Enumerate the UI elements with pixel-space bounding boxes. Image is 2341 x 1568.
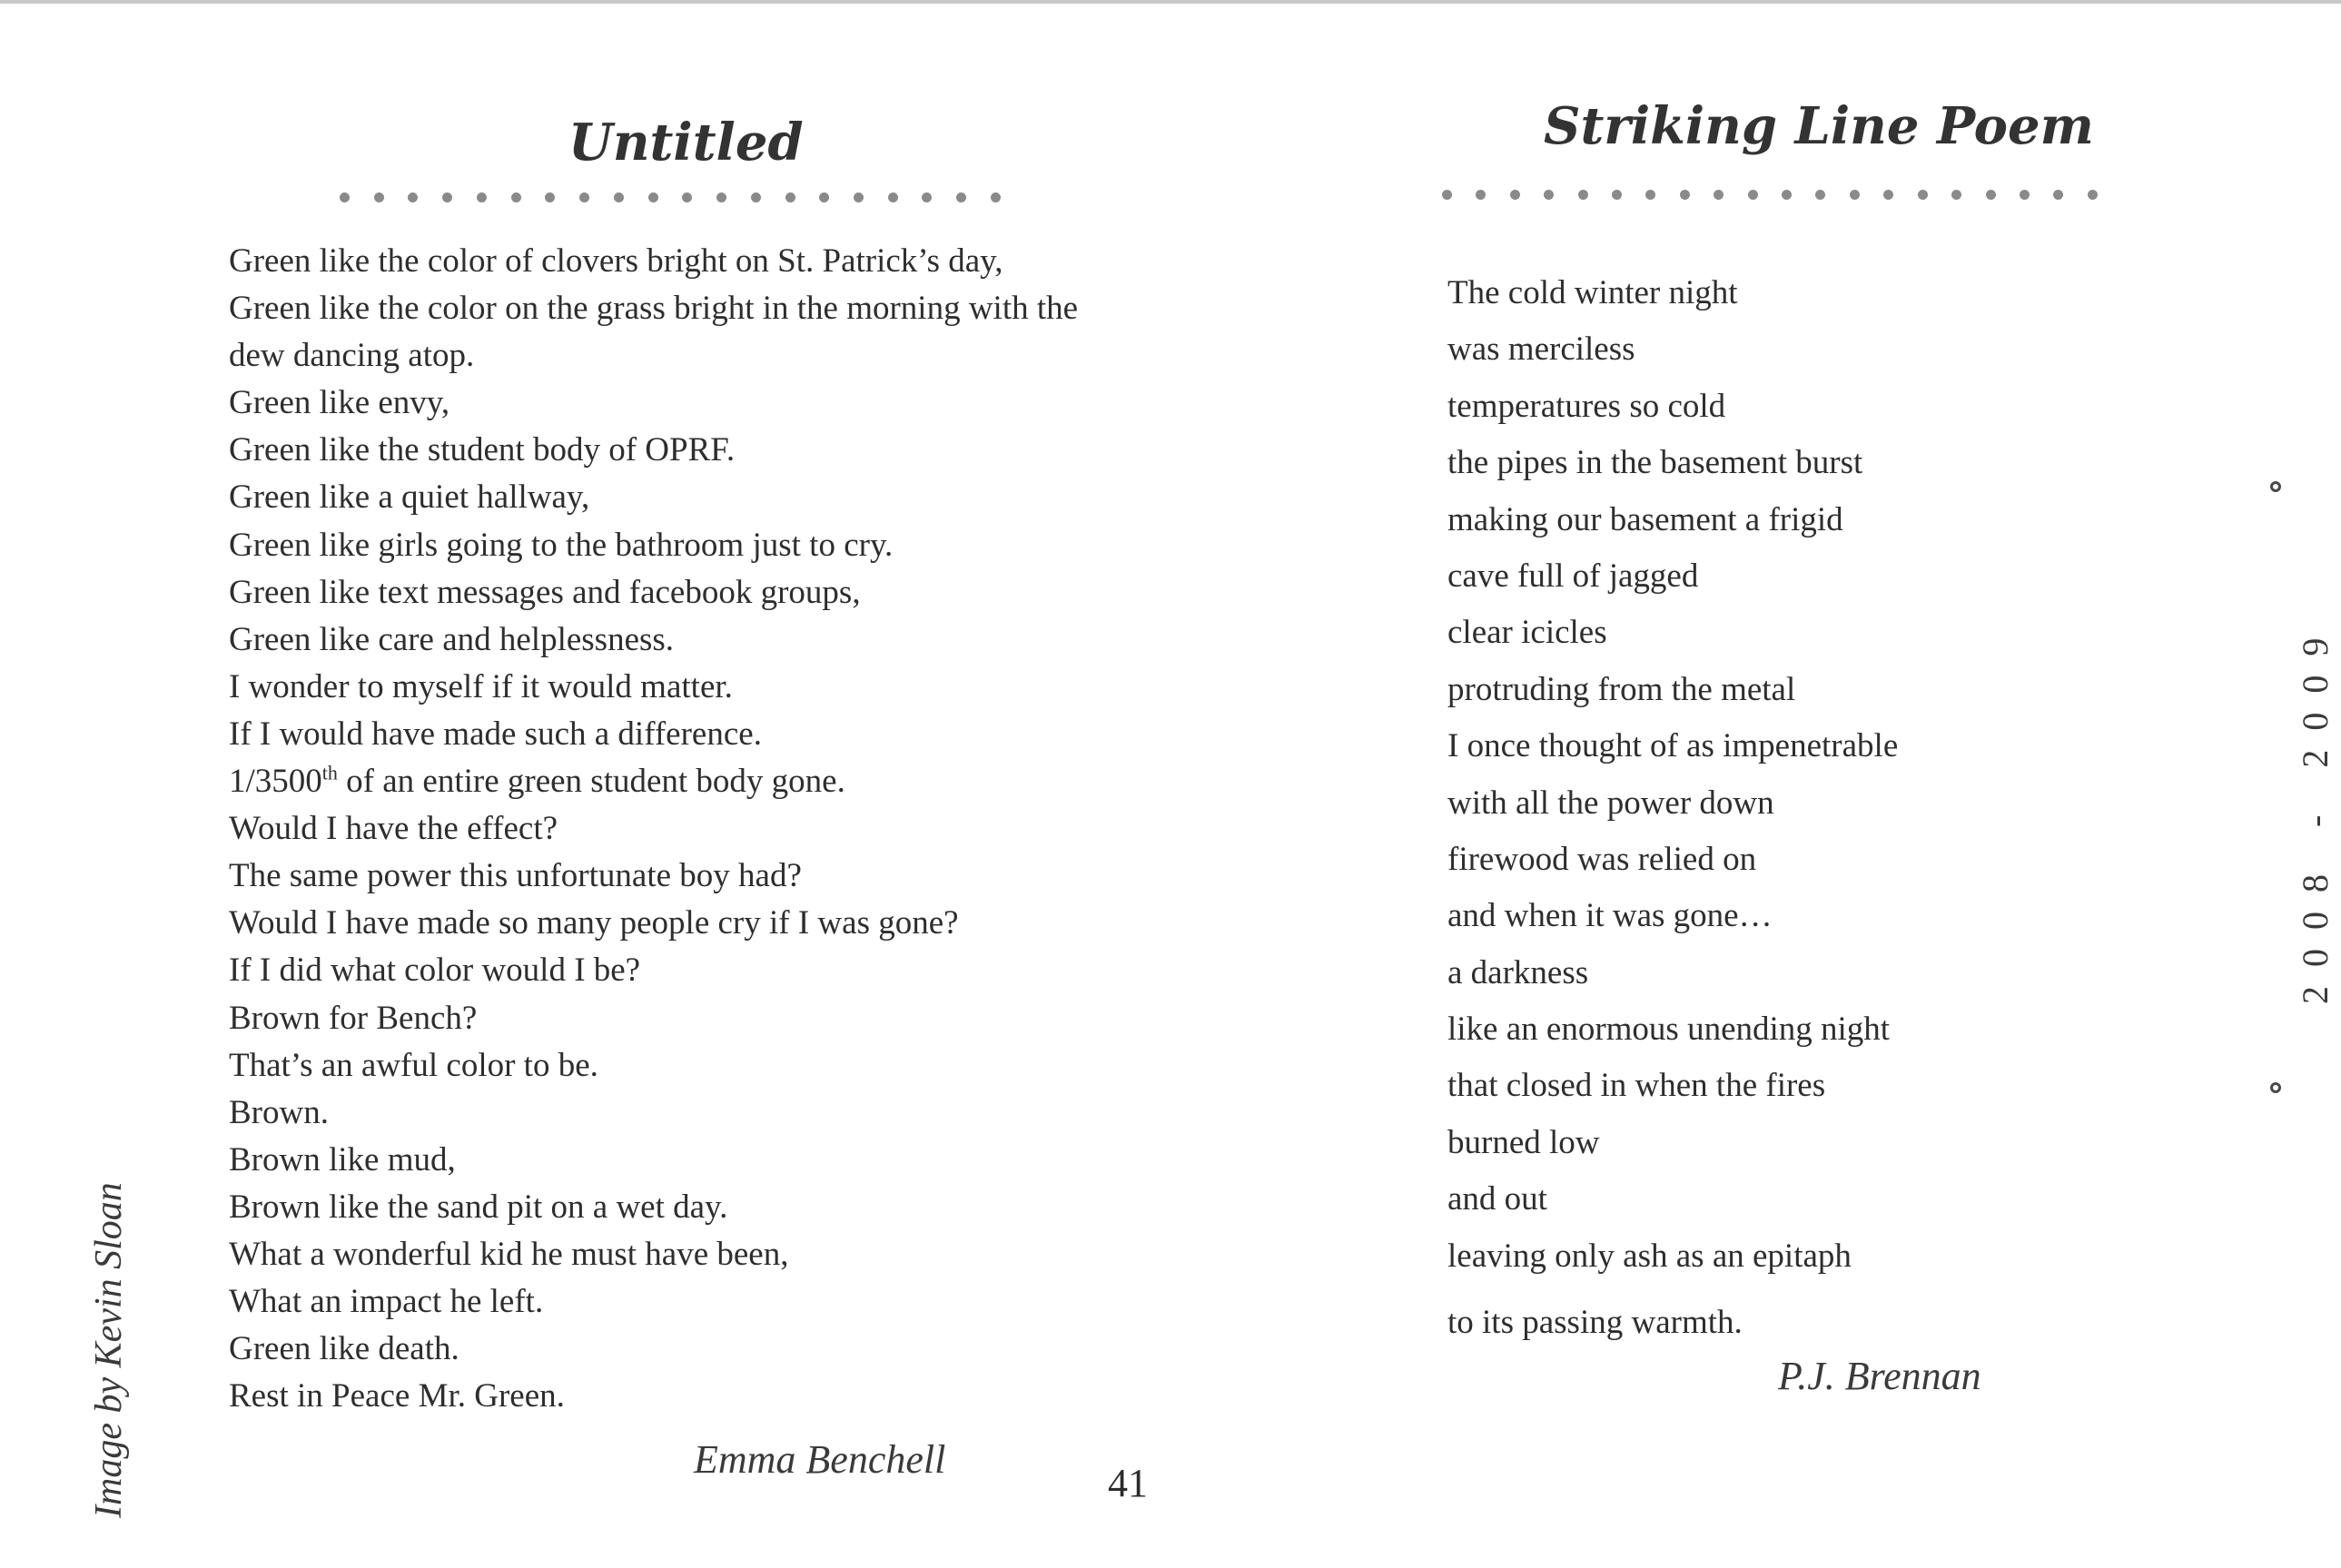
divider-dot: [1680, 190, 1690, 200]
divider-dot: [1645, 190, 1655, 200]
image-credit: Image by Kevin Sloan: [88, 1182, 130, 1518]
divider-dot: [477, 192, 487, 202]
divider-dot: [1850, 190, 1860, 200]
poem-line: If I would have made such a difference.: [229, 715, 762, 753]
poem-line: Would I have the effect?: [229, 810, 558, 848]
divider-dot: [1544, 190, 1554, 200]
poem-line: temperatures so cold: [1447, 387, 1726, 425]
poem-line: a darkness: [1447, 953, 1589, 991]
divider-dot: [545, 192, 555, 202]
poem-line: Brown for Bench?: [229, 999, 478, 1037]
divider-dot: [374, 192, 384, 202]
poem-line: to its passing warmth.: [1447, 1304, 1743, 1342]
divider-dot: [751, 192, 761, 202]
poem-line: Green like death.: [229, 1330, 459, 1368]
poem-line: Green like the color on the grass bright in the morning with the: [229, 290, 1079, 328]
divider-dot: [614, 192, 624, 202]
poem-line: Green like the color of clovers bright on St. Patrick’s day,: [229, 242, 1003, 280]
poem-line: The same power this unfortunate boy had?: [229, 857, 802, 895]
poem-line: making our basement a frigid: [1447, 500, 1843, 538]
divider-dot: [716, 192, 726, 202]
poem-line: Brown.: [229, 1093, 329, 1131]
divider-dot: [819, 192, 829, 202]
right-poem-title: Striking Line Poem: [1544, 96, 2094, 156]
poem-line: Green like a quiet hallway,: [229, 478, 590, 517]
poem-line: and out: [1447, 1180, 1547, 1218]
poem-line: protruding from the metal: [1447, 670, 1796, 708]
divider-dot: [1748, 190, 1758, 200]
divider-dot: [1714, 190, 1724, 200]
left-poem-title: Untitled: [568, 113, 804, 173]
divider-dot: [785, 192, 795, 202]
divider-dot: [579, 192, 589, 202]
poem-line: dew dancing atop.: [229, 337, 475, 375]
divider-dot: [1951, 190, 1961, 200]
divider-dot: [1612, 190, 1622, 200]
poem-line: Would I have made so many people cry if I was gone?: [229, 904, 959, 942]
divider-dot: [442, 192, 452, 202]
divider-dot: [854, 192, 864, 202]
divider-dot: [888, 192, 898, 202]
divider-dot: [1815, 190, 1825, 200]
poem-line: Green like girls going to the bathroom just to cry.: [229, 526, 894, 564]
left-title-dot-divider: [340, 191, 1001, 203]
divider-dot: [511, 192, 521, 202]
divider-dot: [991, 192, 1001, 202]
left-poem-body: [229, 238, 1078, 1420]
ring-ornament-icon: [2270, 481, 2281, 492]
poem-line: with all the power down: [1447, 784, 1774, 822]
poem-line: Rest in Peace Mr. Green.: [229, 1377, 565, 1415]
poem-line: Brown like the sand pit on a wet day.: [229, 1188, 728, 1226]
poem-line: What a wonderful kid he must have been,: [229, 1235, 789, 1273]
divider-dot: [2088, 190, 2098, 200]
poem-line: 1/3500th of an entire green student body gone.: [229, 761, 845, 801]
right-poem-body: [1447, 265, 1898, 1357]
divider-dot: [922, 192, 932, 202]
divider-dot: [956, 192, 966, 202]
poem-line: I wonder to myself if it would matter.: [229, 667, 733, 705]
poem-line: I once thought of as impenetrable: [1447, 727, 1899, 765]
divider-dot: [682, 192, 692, 202]
poem-line: that closed in when the fires: [1447, 1067, 1826, 1105]
poem-line: That’s an awful color to be.: [229, 1046, 598, 1084]
left-poem-author: Emma Benchell: [694, 1437, 946, 1482]
divider-dot: [1510, 190, 1520, 200]
divider-dot: [1986, 190, 1996, 200]
divider-dot: [340, 192, 350, 202]
poem-line: burned low: [1447, 1123, 1600, 1161]
poem-line: the pipes in the basement burst: [1447, 444, 1863, 482]
divider-dot: [648, 192, 658, 202]
year-range: 2008 - 2009: [2295, 618, 2336, 1004]
divider-dot: [2020, 190, 2030, 200]
divider-dot: [1442, 190, 1452, 200]
poem-line: like an enormous unending night: [1447, 1011, 1891, 1049]
poem-line: Green like envy,: [229, 384, 450, 422]
divider-dot: [1578, 190, 1588, 200]
divider-dot: [1883, 190, 1893, 200]
poem-line: If I did what color would I be?: [229, 952, 641, 990]
poem-line: clear icicles: [1447, 614, 1607, 652]
poem-line: Green like the student body of OPRF.: [229, 431, 736, 469]
divider-dot: [1476, 190, 1486, 200]
divider-dot: [1782, 190, 1792, 200]
page-number: 41: [1108, 1461, 1148, 1505]
poem-line: leaving only ash as an epitaph: [1447, 1237, 1852, 1275]
ring-ornament-icon: [2270, 1082, 2281, 1093]
page-top-edge: [0, 0, 2341, 4]
poem-line: The cold winter night: [1447, 274, 1738, 311]
poem-line: Green like text messages and facebook groups,: [229, 573, 861, 611]
poem-line: firewood was relied on: [1447, 840, 1757, 878]
right-title-dot-divider: [1442, 188, 2098, 201]
poem-line: and when it was gone…: [1447, 897, 1773, 935]
year-strip: [2257, 472, 2336, 1108]
poem-line: Brown like mud,: [229, 1140, 456, 1178]
divider-dot: [2053, 190, 2063, 200]
poem-line: What an impact he left.: [229, 1283, 544, 1321]
right-poem-author: P.J. Brennan: [1778, 1354, 1981, 1398]
divider-dot: [1918, 190, 1928, 200]
divider-dot: [408, 192, 418, 202]
poem-line: was merciless: [1447, 330, 1635, 369]
poem-line: Green like care and helplessness.: [229, 620, 675, 658]
poem-line: cave full of jagged: [1447, 557, 1699, 595]
